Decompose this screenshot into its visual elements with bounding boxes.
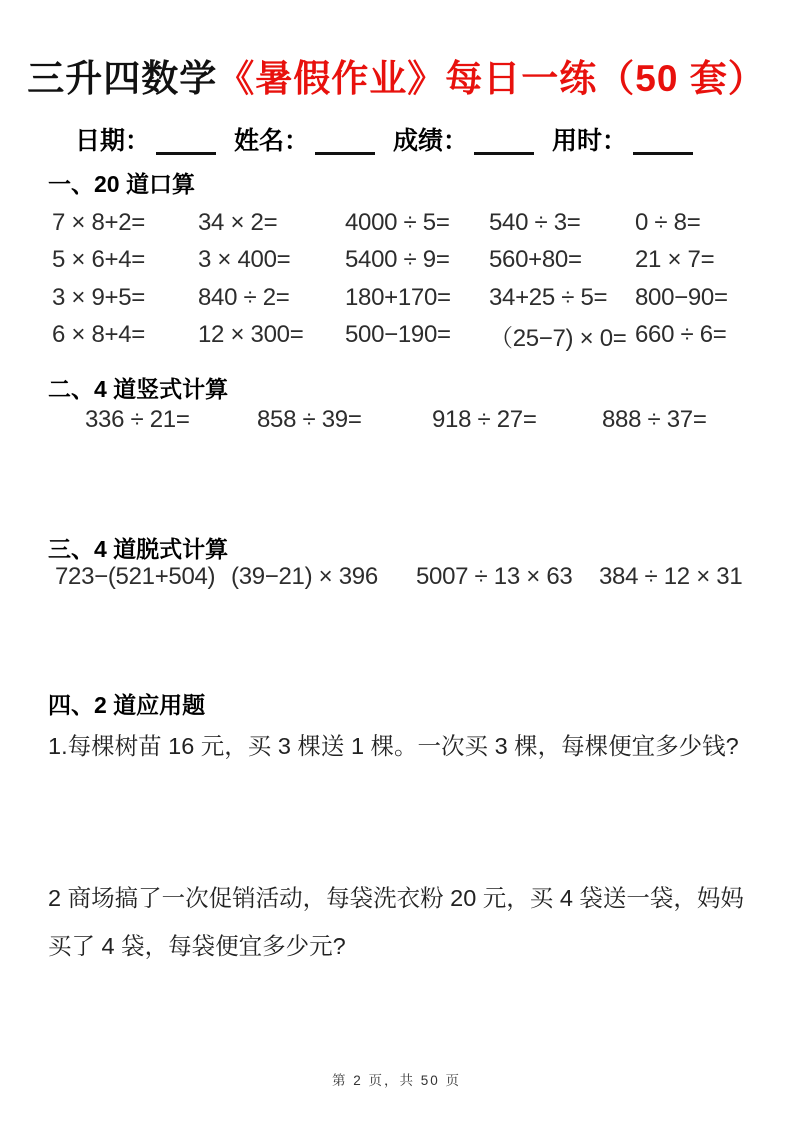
oral-problem: 6 × 8+4= [52, 321, 146, 349]
oral-problems-grid [52, 204, 752, 354]
oral-problem: 800−90= [635, 283, 728, 311]
oral-problem: 3 × 400= [198, 246, 291, 274]
score-blank [474, 126, 534, 155]
oral-problem: 12 × 300= [198, 321, 304, 349]
section-heading-word: 四、2 道应用题 [48, 692, 206, 718]
section-heading-oral: 一、20 道口算 [48, 171, 195, 197]
time-blank [633, 126, 693, 155]
name-blank [315, 126, 375, 155]
oral-problem: 4000 ÷ 5= [345, 208, 450, 236]
oral-problem: 5400 ÷ 9= [345, 246, 450, 274]
oral-problem: 0 ÷ 8= [635, 208, 701, 236]
oral-problem: 7 × 8+2= [52, 208, 146, 236]
oral-problem: 500−190= [345, 321, 451, 349]
date-field [75, 121, 234, 157]
time-field [552, 121, 693, 157]
page-title [0, 48, 793, 102]
oral-problem: 3 × 9+5= [52, 283, 146, 311]
oral-problem: 34+25 ÷ 5= [489, 283, 608, 311]
word-problem-1: 1.每棵树苗 16 元，买 3 棵送 1 棵。一次买 3 棵，每棵便宜多少钱? [48, 733, 739, 759]
stepwise-problems-row [55, 563, 742, 591]
stepwise-problem: 384 ÷ 12 × 31 [599, 563, 743, 590]
vertical-problem: 918 ÷ 27= [432, 406, 537, 433]
oral-problem: 5 × 6+4= [52, 246, 146, 274]
date-label: 日期： [75, 127, 151, 155]
oral-problem: 180+170= [345, 283, 451, 311]
section-heading-stepwise: 三、4 道脱式计算 [48, 536, 229, 562]
vertical-problems-row [85, 406, 707, 434]
oral-problem: 660 ÷ 6= [635, 321, 727, 349]
page-number-footer: 第 2 页，共 50 页 [331, 1073, 462, 1088]
page-title-black: 三升四数学 [27, 58, 218, 99]
section-heading-vertical: 二、4 道竖式计算 [48, 376, 229, 402]
word-problem-2-line-1: 2 商场搞了一次促销活动，每袋洗衣粉 20 元，买 4 袋送一袋，妈妈 [48, 885, 744, 911]
header-info-row [75, 121, 693, 157]
oral-problem: 840 ÷ 2= [198, 283, 290, 311]
score-field [393, 121, 552, 157]
word-problem-2-line-2: 买了 4 袋，每袋便宜多少元? [48, 933, 346, 959]
oral-problem: （25−7) × 0= [489, 324, 627, 352]
word-problem-2 [48, 874, 758, 970]
stepwise-problem: 723−(521+504) [55, 563, 216, 590]
stepwise-problem: (39−21) × 396 [231, 563, 378, 590]
oral-problem: 560+80= [489, 246, 582, 274]
time-label: 用时： [552, 127, 628, 155]
name-field [234, 121, 393, 157]
vertical-problem: 888 ÷ 37= [602, 406, 707, 433]
vertical-problem: 336 ÷ 21= [85, 406, 190, 433]
name-label: 姓名： [234, 127, 310, 155]
score-label: 成绩： [393, 127, 469, 155]
date-blank [156, 126, 216, 155]
page-title-red: 《暑假作业》每日一练（50 套） [217, 58, 766, 99]
oral-problem: 540 ÷ 3= [489, 208, 581, 236]
stepwise-problem: 5007 ÷ 13 × 63 [416, 563, 573, 590]
oral-problem: 21 × 7= [635, 246, 715, 274]
vertical-problem: 858 ÷ 39= [257, 406, 362, 433]
oral-problem: 34 × 2= [198, 208, 278, 236]
